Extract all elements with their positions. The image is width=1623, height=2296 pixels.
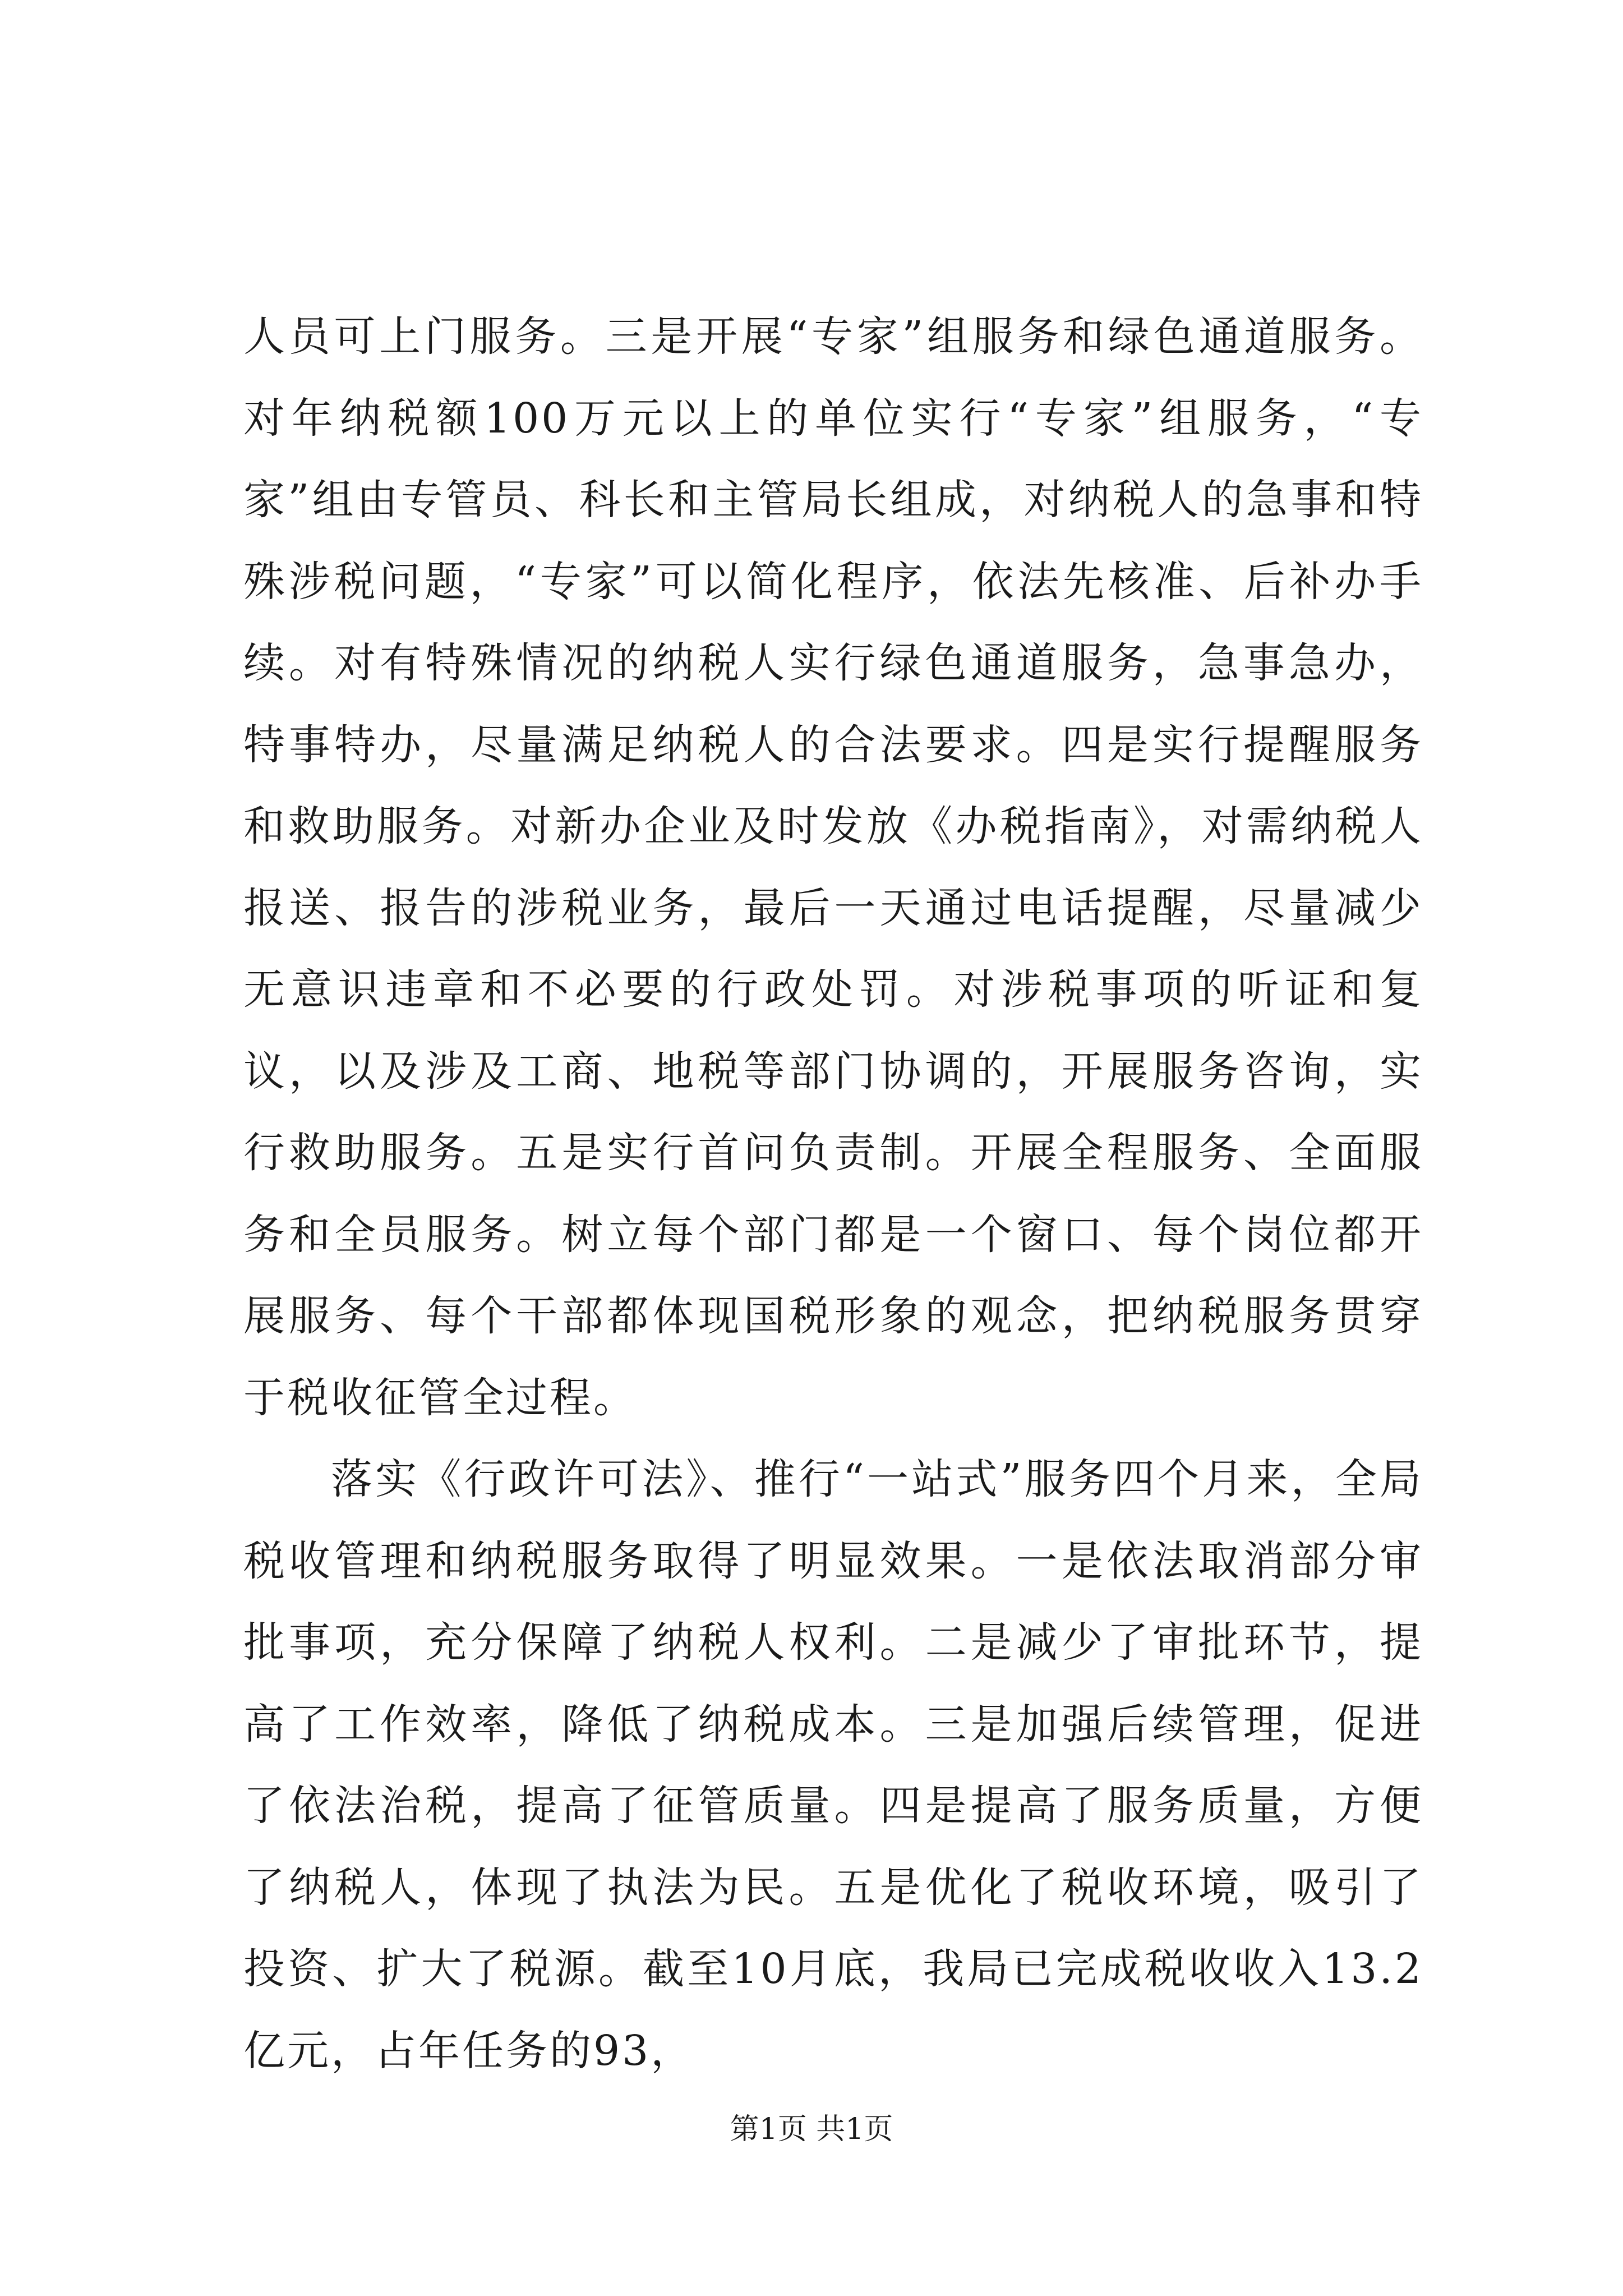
paragraph-services: 人员可上门服务。三是开展“专家”组服务和绿色通道服务。对年纳税额100万元以上的单位实行“专家”组服务，“专家”组由专管员、科长和主管局长组成，对纳税人的急事和特殊涉税问题，“专家”可以简化程序，依法先核准、后补办手续。对有特殊情况的纳税人实行绿色通道服务，急事急办，特事特办，尽量满足纳税人的合法要求。四是实行提醒服务和救助服务。对新办企业及时发放《办税指南》，对需纳税人报送、报告的涉税业务，最后一天通过电话提醒，尽量减少无意识违章和不必要的行政处罚。对涉税事项的听证和复议，以及涉及工商、地税等部门协调的，开展服务咨询，实行救助服务。五是实行首问负责制。开展全程服务、全面服务和全员服务。树立每个部门都是一个窗口、每个岗位都开展服务、每个干部都体现国税形象的观念，把纳税服务贯穿于税收征管全过程。 [243, 312, 1423, 1422]
document-body [243, 296, 1423, 2092]
page-footer: 第1页 共1页 [730, 2113, 893, 2146]
paragraph-results: 落实《行政许可法》、推行“一站式”服务四个月来，全局税收管理和纳税服务取得了明显效果。一是依法取消部分审批事项，充分保障了纳税人权利。二是减少了审批环节，提高了工作效率，降低了纳税成本。三是加强后续管理，促进了依法治税，提高了征管质量。四是提高了服务质量，方便了纳税人，体现了执法为民。五是优化了税收环境，吸引了投资、扩大了税源。截至10月底，我局已完成税收收入13.2亿元，占年任务的93， [243, 1455, 1423, 2075]
